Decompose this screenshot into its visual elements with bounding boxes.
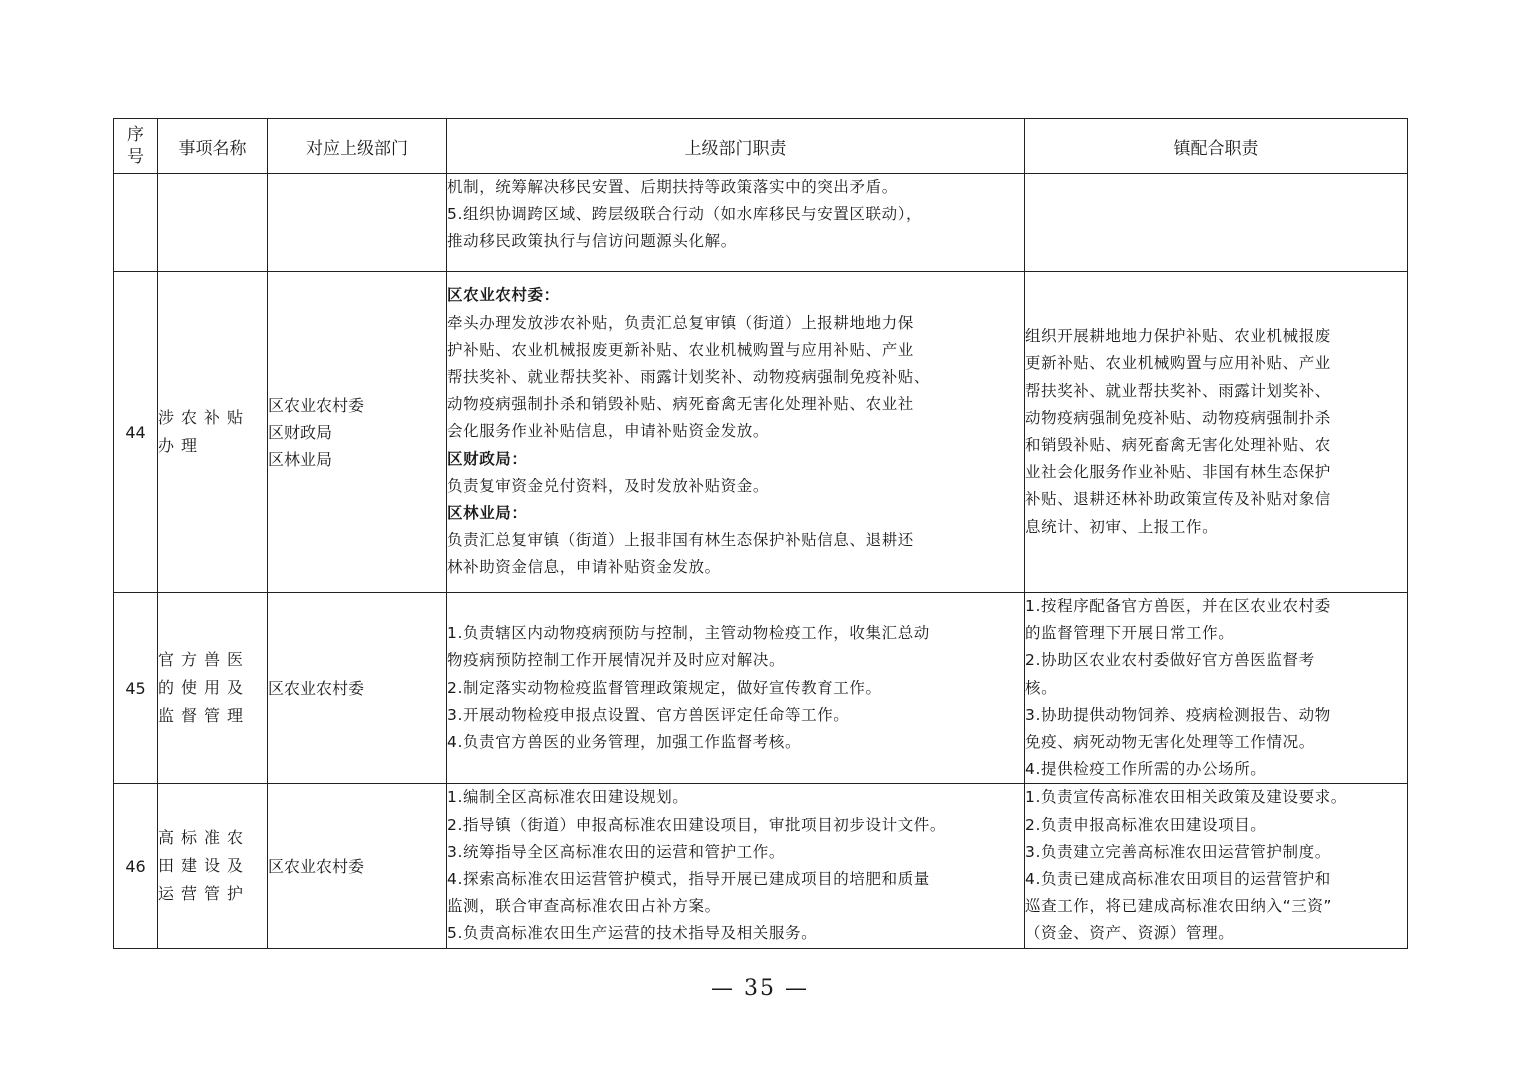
town-responsibility-line: 3.负责建立完善高标准农田运营管护制度。 xyxy=(1025,842,1331,861)
town-responsibility-line: （资金、资产、资源）管理。 xyxy=(1025,924,1235,943)
responsibility-line: 5.组织协调跨区域、跨层级联合行动（如水库移民与安置区联动）， xyxy=(447,205,923,224)
town-responsibility-line: 巡查工作，将已建成高标准农田纳入“三资” xyxy=(1025,897,1333,916)
responsibility-line: 4.负责官方兽医的业务管理，加强工作监督考核。 xyxy=(447,733,802,752)
header-seq-char: 序 xyxy=(127,125,144,145)
row-dept-responsibility xyxy=(447,174,1025,272)
item-name-line: 官方兽医 xyxy=(158,650,251,670)
responsibility-line: 2.制定落实动物检疫监督管理政策规定，做好宣传教育工作。 xyxy=(447,678,882,697)
responsibility-line: 动物疫病强制扑杀和销毁补贴、病死畜禽无害化处理补贴、农业社 xyxy=(447,395,914,414)
responsibility-line: 负责汇总复审镇（街道）上报非国有林生态保护补贴信息、退耕还 xyxy=(447,531,914,550)
row-department xyxy=(268,784,447,948)
responsibility-line: 牵头办理发放涉农补贴，负责汇总复审镇（街道）上报耕地地力保 xyxy=(447,313,914,332)
responsibility-line: 推动移民政策执行与信访问题源头化解。 xyxy=(447,232,737,251)
town-responsibility-line: 1.按程序配备官方兽医，并在区农业农村委 xyxy=(1025,597,1331,615)
responsibility-subheading: 区林业局： xyxy=(447,504,528,522)
responsibility-line: 物疫病预防控制工作开展情况并及时应对解决。 xyxy=(447,651,786,670)
responsibility-line: 1.编制全区高标准农田建设规划。 xyxy=(447,788,689,807)
table-row xyxy=(114,174,1408,272)
header-seq-char: 号 xyxy=(127,147,144,167)
table-row xyxy=(114,593,1408,784)
responsibility-line: 3.开展动物检疫申报点设置、官方兽医评定任命等工作。 xyxy=(447,705,850,724)
row-seq xyxy=(114,174,158,272)
item-name-line: 监督管理 xyxy=(158,706,251,726)
table-row xyxy=(114,272,1408,593)
town-responsibility-line: 业社会化服务作业补贴、非国有林生态保护 xyxy=(1025,463,1331,482)
header-dept: 对应上级部门 xyxy=(268,119,447,174)
row-dept-responsibility xyxy=(447,593,1025,784)
responsibility-line: 5.负责高标准农田生产运营的技术指导及相关服务。 xyxy=(447,924,818,943)
town-responsibility-line: 核。 xyxy=(1025,678,1058,697)
responsibility-line: 负责复审资金兑付资料，及时发放补贴资金。 xyxy=(447,476,770,495)
row-town-responsibility xyxy=(1025,272,1408,593)
responsibility-line: 2.指导镇（街道）申报高标准农田建设项目，审批项目初步设计文件。 xyxy=(447,815,946,834)
row-seq: 44 xyxy=(114,272,158,593)
town-responsibility-line: 息统计、初审、上报工作。 xyxy=(1025,517,1219,536)
item-name-line: 的使用及 xyxy=(158,678,251,698)
town-responsibility-line: 1.负责宣传高标准农田相关政策及建设要求。 xyxy=(1025,788,1347,807)
row-town-responsibility xyxy=(1025,784,1408,948)
town-responsibility-line: 2.协助区农业农村委做好官方兽医监督考 xyxy=(1025,651,1315,670)
town-responsibility-line: 和销毁补贴、病死畜禽无害化处理补贴、农 xyxy=(1025,436,1331,454)
row-department xyxy=(268,174,447,272)
town-responsibility-line: 2.负责申报高标准农田建设项目。 xyxy=(1025,815,1267,834)
department-line: 区农业农村委 xyxy=(268,678,365,698)
town-responsibility-line: 动物疫病强制免疫补贴、动物疫病强制扑杀 xyxy=(1025,408,1331,427)
responsibility-line: 护补贴、农业机械报废更新补贴、农业机械购置与应用补贴、产业 xyxy=(447,340,914,359)
row-town-responsibility xyxy=(1025,593,1408,784)
responsibility-line: 3.统筹指导全区高标准农田的运营和管护工作。 xyxy=(447,842,785,861)
department-line: 区林业局 xyxy=(268,449,333,469)
row-item-name xyxy=(158,784,268,948)
page-number: — 35 — xyxy=(711,976,809,1001)
responsibility-line: 会化服务作业补贴信息，申请补贴资金发放。 xyxy=(447,422,770,441)
department-line: 区农业农村委 xyxy=(268,856,365,876)
header-name: 事项名称 xyxy=(158,119,268,174)
department-line: 区农业农村委 xyxy=(268,395,365,415)
table-header-row xyxy=(114,119,1408,174)
row-department xyxy=(268,593,447,784)
department-line: 区财政局 xyxy=(268,422,333,442)
header-seq xyxy=(114,119,158,174)
responsibility-line: 4.探索高标准农田运营管护模式，指导开展已建成项目的培肥和质量 xyxy=(447,870,930,889)
item-name-line: 运营管护 xyxy=(158,884,251,904)
item-name-line: 办理 xyxy=(158,436,205,455)
row-seq: 46 xyxy=(114,784,158,948)
town-responsibility-line: 免疫、病死动物无害化处理等工作情况。 xyxy=(1025,733,1315,752)
header-resp: 上级部门职责 xyxy=(447,119,1025,174)
row-town-responsibility xyxy=(1025,174,1408,272)
responsibility-line: 帮扶奖补、就业帮扶奖补、雨露计划奖补、动物疫病强制免疫补贴、 xyxy=(447,367,931,386)
town-responsibility-line: 更新补贴、农业机械购置与应用补贴、产业 xyxy=(1025,354,1331,373)
item-name-line: 涉农补贴 xyxy=(158,408,251,427)
item-name-line: 田建设及 xyxy=(158,856,251,876)
row-dept-responsibility xyxy=(447,272,1025,593)
row-item-name xyxy=(158,593,268,784)
row-seq: 45 xyxy=(114,593,158,784)
row-item-name xyxy=(158,272,268,593)
town-responsibility-line: 3.协助提供动物饲养、疫病检测报告、动物 xyxy=(1025,705,1331,724)
table-row xyxy=(114,784,1408,948)
town-responsibility-line: 4.提供检疫工作所需的办公场所。 xyxy=(1025,760,1267,779)
header-town: 镇配合职责 xyxy=(1025,119,1408,174)
responsibility-subheading: 区农业农村委： xyxy=(447,286,560,305)
responsibility-line: 监测，联合审查高标准农田占补方案。 xyxy=(447,897,721,916)
town-responsibility-line: 补贴、退耕还林补助政策宣传及补贴对象信 xyxy=(1025,490,1331,509)
responsibility-line: 林补助资金信息，申请补贴资金发放。 xyxy=(447,558,721,577)
responsibility-subheading: 区财政局： xyxy=(447,449,528,468)
responsibility-line: 1.负责辖区内动物疫病预防与控制，主管动物检疫工作，收集汇总动 xyxy=(447,624,930,643)
town-responsibility-line: 4.负责已建成高标准农田项目的运营管护和 xyxy=(1025,870,1331,889)
row-item-name xyxy=(158,174,268,272)
row-dept-responsibility xyxy=(447,784,1025,948)
item-name-line: 高标准农 xyxy=(158,828,251,848)
row-department xyxy=(268,272,447,593)
town-responsibility-line: 帮扶奖补、就业帮扶奖补、雨露计划奖补、 xyxy=(1025,381,1331,400)
responsibility-table xyxy=(113,118,1408,949)
responsibility-line: 机制，统筹解决移民安置、后期扶持等政策落实中的突出矛盾。 xyxy=(447,178,898,196)
town-responsibility-line: 的监督管理下开展日常工作。 xyxy=(1025,624,1235,643)
town-responsibility-line: 组织开展耕地地力保护补贴、农业机械报废 xyxy=(1025,327,1331,346)
